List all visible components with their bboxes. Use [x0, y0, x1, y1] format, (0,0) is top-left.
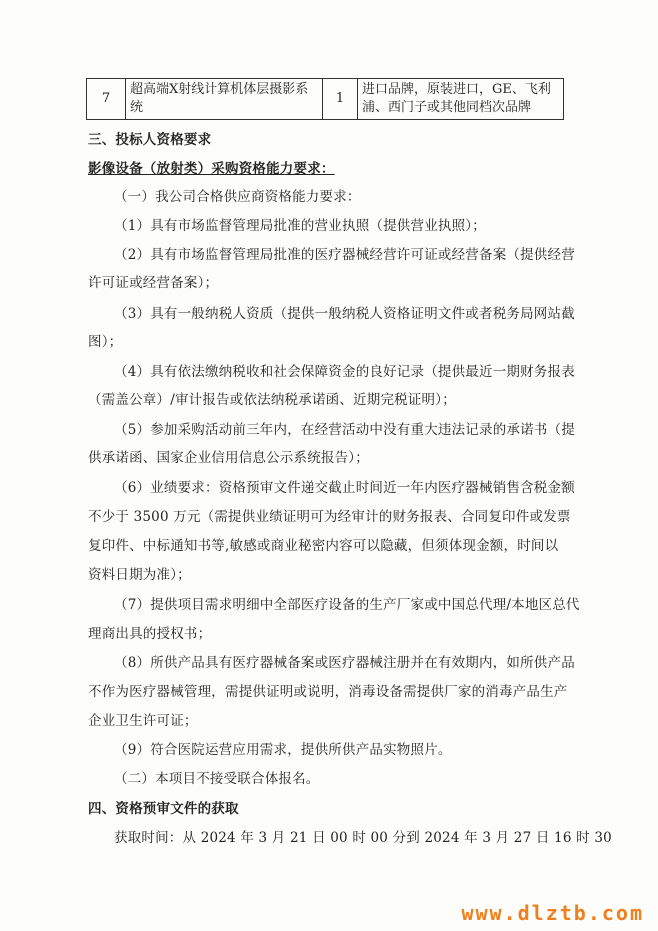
table-row — [87, 79, 564, 120]
section-four-title: 四、资格预审文件的获取 — [88, 801, 239, 817]
requirement-line: 企业卫生许可证； — [88, 713, 198, 729]
requirement-line: （9）符合医院运营应用需求，提供所供产品实物照片。 — [114, 742, 452, 758]
requirement-line: 不少于 3500 万元（需提供业绩证明可为经审计的财务报表、合同复印件或发票 — [88, 509, 571, 525]
equipment-name: 超高端X射线计算机体层摄影系统 — [126, 79, 323, 120]
requirement-line: 不作为医疗器械管理，需提供证明或说明，消毒设备需提供厂家的消毒产品生产 — [88, 684, 568, 700]
requirement-line: 许可证或经营备案）； — [88, 275, 219, 291]
requirement-line: 图）； — [88, 334, 123, 350]
equipment-quantity: 1 — [323, 79, 358, 120]
section-three-subtitle: 影像设备（放射类）采购资格能力要求： — [88, 161, 335, 177]
section-three-title: 三、投标人资格要求 — [88, 132, 212, 148]
requirement-line: 理商出具的授权书； — [88, 626, 212, 642]
requirement-line: （1）具有市场监督管理局批准的营业执照（提供营业执照）； — [114, 218, 486, 234]
requirement-line: （3）具有一般纳税人资质（提供一般纳税人资格证明文件或者税务局网站截 — [114, 306, 575, 322]
requirement-line: 资料日期为准）； — [88, 567, 191, 583]
requirement-line: （5）参加采购活动前三年内，在经营活动中没有重大违法记录的承诺书（提 — [114, 422, 575, 438]
requirement-line: （6）业绩要求：资格预审文件递交截止时间近一年内医疗器械销售含税金额 — [114, 480, 575, 496]
requirement-line: 供承诺函、国家企业信用信息公示系统报告）； — [88, 450, 369, 466]
requirement-line: （需盖公章）/审计报告或依法纳税承诺函、近期完税证明）； — [88, 392, 456, 408]
acquisition-time-line: 获取时间：从 2024 年 3 月 21 日 00 时 00 分到 2024 年 3 月 27 日 16 时 30 — [114, 830, 612, 846]
brand-requirement: 进口品牌，原装进口，GE、飞利浦、西门子或其他同档次品牌 — [358, 79, 564, 120]
site-watermark: www.dlztb.com — [461, 901, 644, 925]
requirement-line: （4）具有依法缴纳税收和社会保障资金的良好记录（提供最近一期财务报表 — [114, 364, 575, 380]
equipment-table — [86, 78, 564, 120]
part-one-heading: （一）我公司合格供应商资格能力要求： — [114, 189, 361, 205]
row-number: 7 — [87, 79, 126, 120]
part-two-heading: （二）本项目不接受联合体报名。 — [114, 771, 320, 787]
requirement-line: （7）提供项目需求明细中全部医疗设备的生产厂家或中国总代理/本地区总代 — [114, 597, 580, 613]
requirement-line: （8）所供产品具有医疗器械备案或医疗器械注册并在有效期内，如所供产品 — [114, 655, 575, 671]
requirement-line: 复印件、中标通知书等,敏感或商业秘密内容可以隐藏，但须体现金额，时间以 — [88, 538, 559, 554]
requirement-line: （2）具有市场监督管理局批准的医疗器械经营许可证或经营备案（提供经营 — [114, 247, 575, 263]
